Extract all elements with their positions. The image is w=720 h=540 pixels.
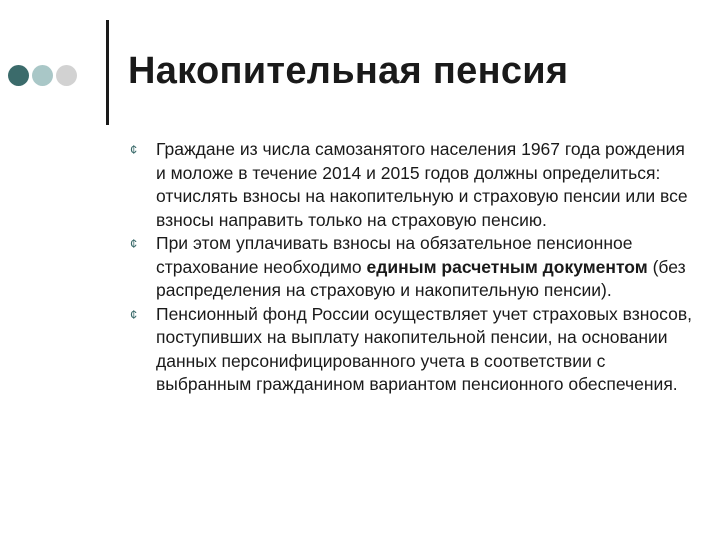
bullet-marker-icon: ¢ <box>130 142 138 157</box>
bullet-text-3: Пенсионный фонд России осуществляет учет страховых взносов, поступивших на выплату накопительной пенсии, на основании данных персонифицированного учета в соответствии с выбранным гражданином вариантом пенсионного обеспечения. <box>156 303 692 394</box>
decorative-dots <box>8 65 77 86</box>
title-divider <box>106 20 109 125</box>
bullet-marker-icon: ¢ <box>130 236 138 251</box>
bullet-text-2-end: (без распределения на страховую и накопительную пенсии). <box>156 256 686 300</box>
bullet-item-3 <box>128 303 698 397</box>
bullet-list <box>128 138 698 397</box>
bullet-text-1: Граждане из числа самозанятого населения 1967 года рождения и моложе в течение 2014 и 2015 годов должны определиться: отчислять взносы на накопительную и страховую пенсии или все взносы направить только на страховую пенсию. <box>156 139 688 230</box>
bullet-item-2 <box>128 232 698 303</box>
bullet-marker-icon: ¢ <box>130 306 138 322</box>
bullet-text-2-bold: единым расчетным документом <box>366 256 648 277</box>
slide-title: Накопительная пенсия <box>128 50 569 92</box>
light-circle-icon <box>32 65 53 86</box>
gray-circle-icon <box>56 65 77 86</box>
bullet-text-2-start: При этом уплачивать взносы на обязательное пенсионное страхование необходимо <box>156 233 633 277</box>
bullet-item-1 <box>128 138 698 232</box>
dark-circle-icon <box>8 65 29 86</box>
bullet-text-2 <box>156 232 698 303</box>
